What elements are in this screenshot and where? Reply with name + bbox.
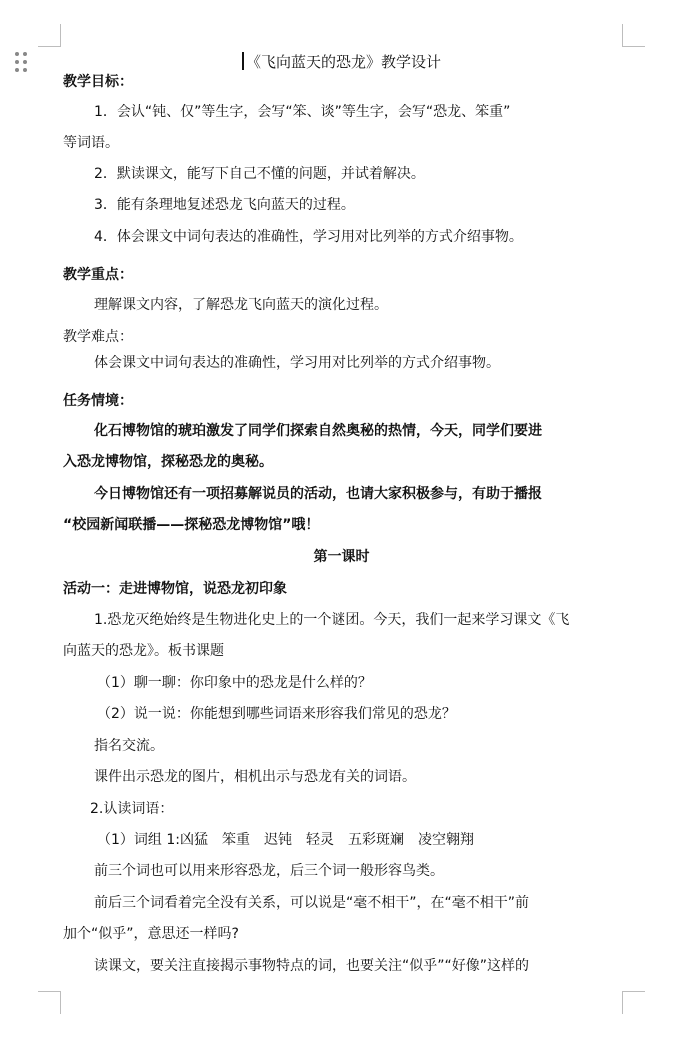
text-line: （1）聊一聊：你印象中的恐龙是什么样的？ [97, 675, 372, 691]
text-line: 1．会认“钝、仅”等生字，会写“笨、谈”等生字，会写“恐龙、笨重” [94, 104, 511, 120]
text-line: 课件出示恐龙的图片，相机出示与恐龙有关的词语。 [94, 769, 416, 785]
text-line: 等词语。 [63, 135, 119, 151]
page-corner-top-left [38, 24, 61, 47]
text-line: 教学重点： [63, 267, 133, 283]
document-title[interactable]: 《飞向蓝天的恐龙》教学设计 [245, 53, 441, 71]
text-line: 加个“似乎”，意思还一样吗? [63, 926, 239, 942]
page-corner-bottom-right [622, 991, 645, 1014]
document-title-line [0, 52, 683, 72]
page-corner-top-right [622, 24, 645, 47]
text-cursor [242, 52, 244, 70]
page-corner-bottom-left [38, 991, 61, 1014]
text-line: 指名交流。 [94, 738, 164, 754]
text-line: 入恐龙博物馆，探秘恐龙的奥秘。 [63, 454, 273, 470]
text-line: 理解课文内容，了解恐龙飞向蓝天的演化过程。 [94, 297, 388, 313]
text-line: （2）说一说：你能想到哪些词语来形容我们常见的恐龙？ [97, 706, 456, 722]
text-line: 2．默读课文，能写下自己不懂的问题，并试着解决。 [94, 166, 425, 182]
text-line: 活动一：走进博物馆，说恐龙初印象 [63, 581, 287, 597]
text-line: （1）词组 1:凶猛 笨重 迟钝 轻灵 五彩斑斓 凌空翱翔 [97, 832, 474, 848]
text-line: 读课文，要关注直接揭示事物特点的词，也要关注“似乎”“好像”这样的 [94, 958, 530, 974]
text-line: 教学目标： [63, 74, 133, 90]
text-line: “校园新闻联播——探秘恐龙博物馆”哦！ [63, 517, 320, 533]
text-line: 今日博物馆还有一项招募解说员的活动，也请大家积极参与，有助于播报 [94, 486, 542, 502]
text-line: 第一课时 [313, 549, 370, 565]
text-line: 前后三个词看着完全没有关系，可以说是“毫不相干”，在“毫不相干”前 [94, 895, 530, 911]
text-line: 向蓝天的恐龙》。板书课题 [63, 643, 224, 659]
text-line: 教学难点： [63, 329, 133, 345]
text-line: 1.恐龙灭绝始终是生物进化史上的一个谜团。今天，我们一起来学习课文《飞 [94, 612, 570, 628]
text-line: 4．体会课文中词句表达的准确性，学习用对比列举的方式介绍事物。 [94, 229, 523, 245]
text-line: 2.认读词语： [90, 801, 174, 817]
text-line: 任务情境： [63, 393, 133, 409]
text-line: 化石博物馆的琥珀激发了同学们探索自然奥秘的热情，今天，同学们要进 [94, 423, 542, 439]
text-line: 3．能有条理地复述恐龙飞向蓝天的过程。 [94, 197, 355, 213]
text-line: 前三个词也可以用来形容恐龙，后三个词一般形容鸟类。 [94, 863, 444, 879]
text-line: 体会课文中词句表达的准确性，学习用对比列举的方式介绍事物。 [94, 355, 500, 371]
